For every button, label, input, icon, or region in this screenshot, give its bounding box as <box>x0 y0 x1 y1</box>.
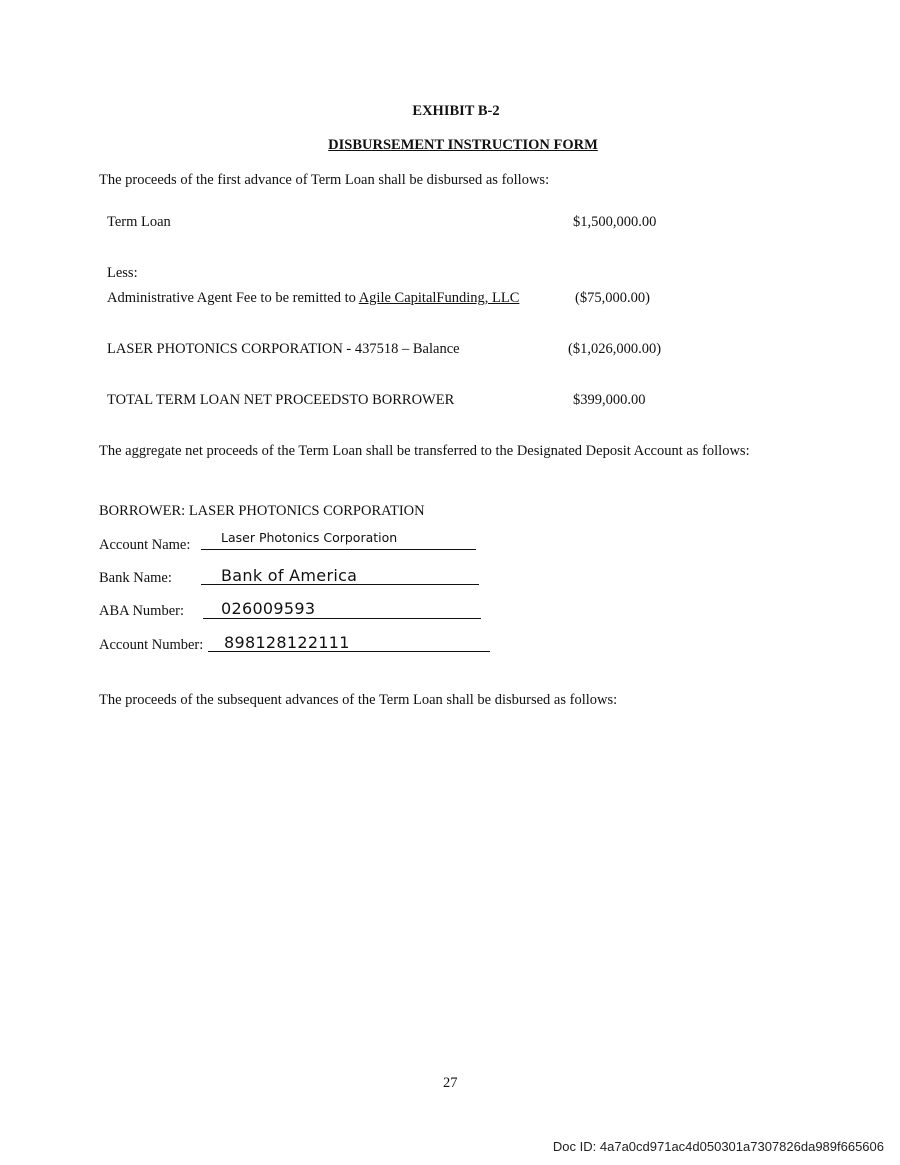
form-title <box>0 137 900 154</box>
balance-amount: ($1,026,000.00) <box>568 341 662 357</box>
aba-number-line <box>203 618 481 619</box>
bank-name-label: Bank Name: <box>99 570 172 586</box>
account-name-label: Account Name: <box>99 537 191 553</box>
less-label: Less: <box>107 265 138 281</box>
borrower-heading: BORROWER: LASER PHOTONICS CORPORATION <box>99 503 425 519</box>
form-title-text: DISBURSEMENT INSTRUCTION FORM <box>328 137 598 153</box>
admin-fee-prefix: Administrative Agent Fee to be remitted to <box>107 290 359 306</box>
term-loan-label: Term Loan <box>107 214 171 230</box>
transfer-paragraph: The aggregate net proceeds of the Term Loan shall be transferred to the Designated Deposit Account as follows: <box>99 443 750 459</box>
balance-label: LASER PHOTONICS CORPORATION - 437518 – Balance <box>107 341 460 357</box>
intro-paragraph: The proceeds of the first advance of Term Loan shall be disbursed as follows: <box>99 172 550 188</box>
admin-fee-label <box>107 290 519 307</box>
admin-fee-payee: Agile CapitalFunding, LLC <box>358 290 520 306</box>
total-label: TOTAL TERM LOAN NET PROCEEDSTO BORROWER <box>107 392 455 408</box>
account-number-label: Account Number: <box>99 637 204 653</box>
aba-number-label: ABA Number: <box>99 603 184 619</box>
account-name-value: Laser Photonics Corporation <box>221 530 398 545</box>
admin-fee-amount: ($75,000.00) <box>575 290 650 306</box>
bank-name-value: Bank of America <box>221 566 358 585</box>
term-loan-amount: $1,500,000.00 <box>573 214 657 230</box>
subsequent-paragraph: The proceeds of the subsequent advances of the Term Loan shall be disbursed as follows: <box>99 692 618 708</box>
total-amount: $399,000.00 <box>573 392 646 408</box>
account-number-line <box>208 651 490 652</box>
aba-number-value: 026009593 <box>221 599 316 618</box>
doc-id: Doc ID: 4a7a0cd971ac4d050301a7307826da989f665606 <box>552 1139 884 1154</box>
account-number-value: 898128122111 <box>224 633 350 652</box>
exhibit-title: EXHIBIT B-2 <box>412 103 500 119</box>
bank-name-line <box>201 584 479 585</box>
page-number: 27 <box>443 1075 458 1091</box>
account-name-line <box>201 549 476 550</box>
